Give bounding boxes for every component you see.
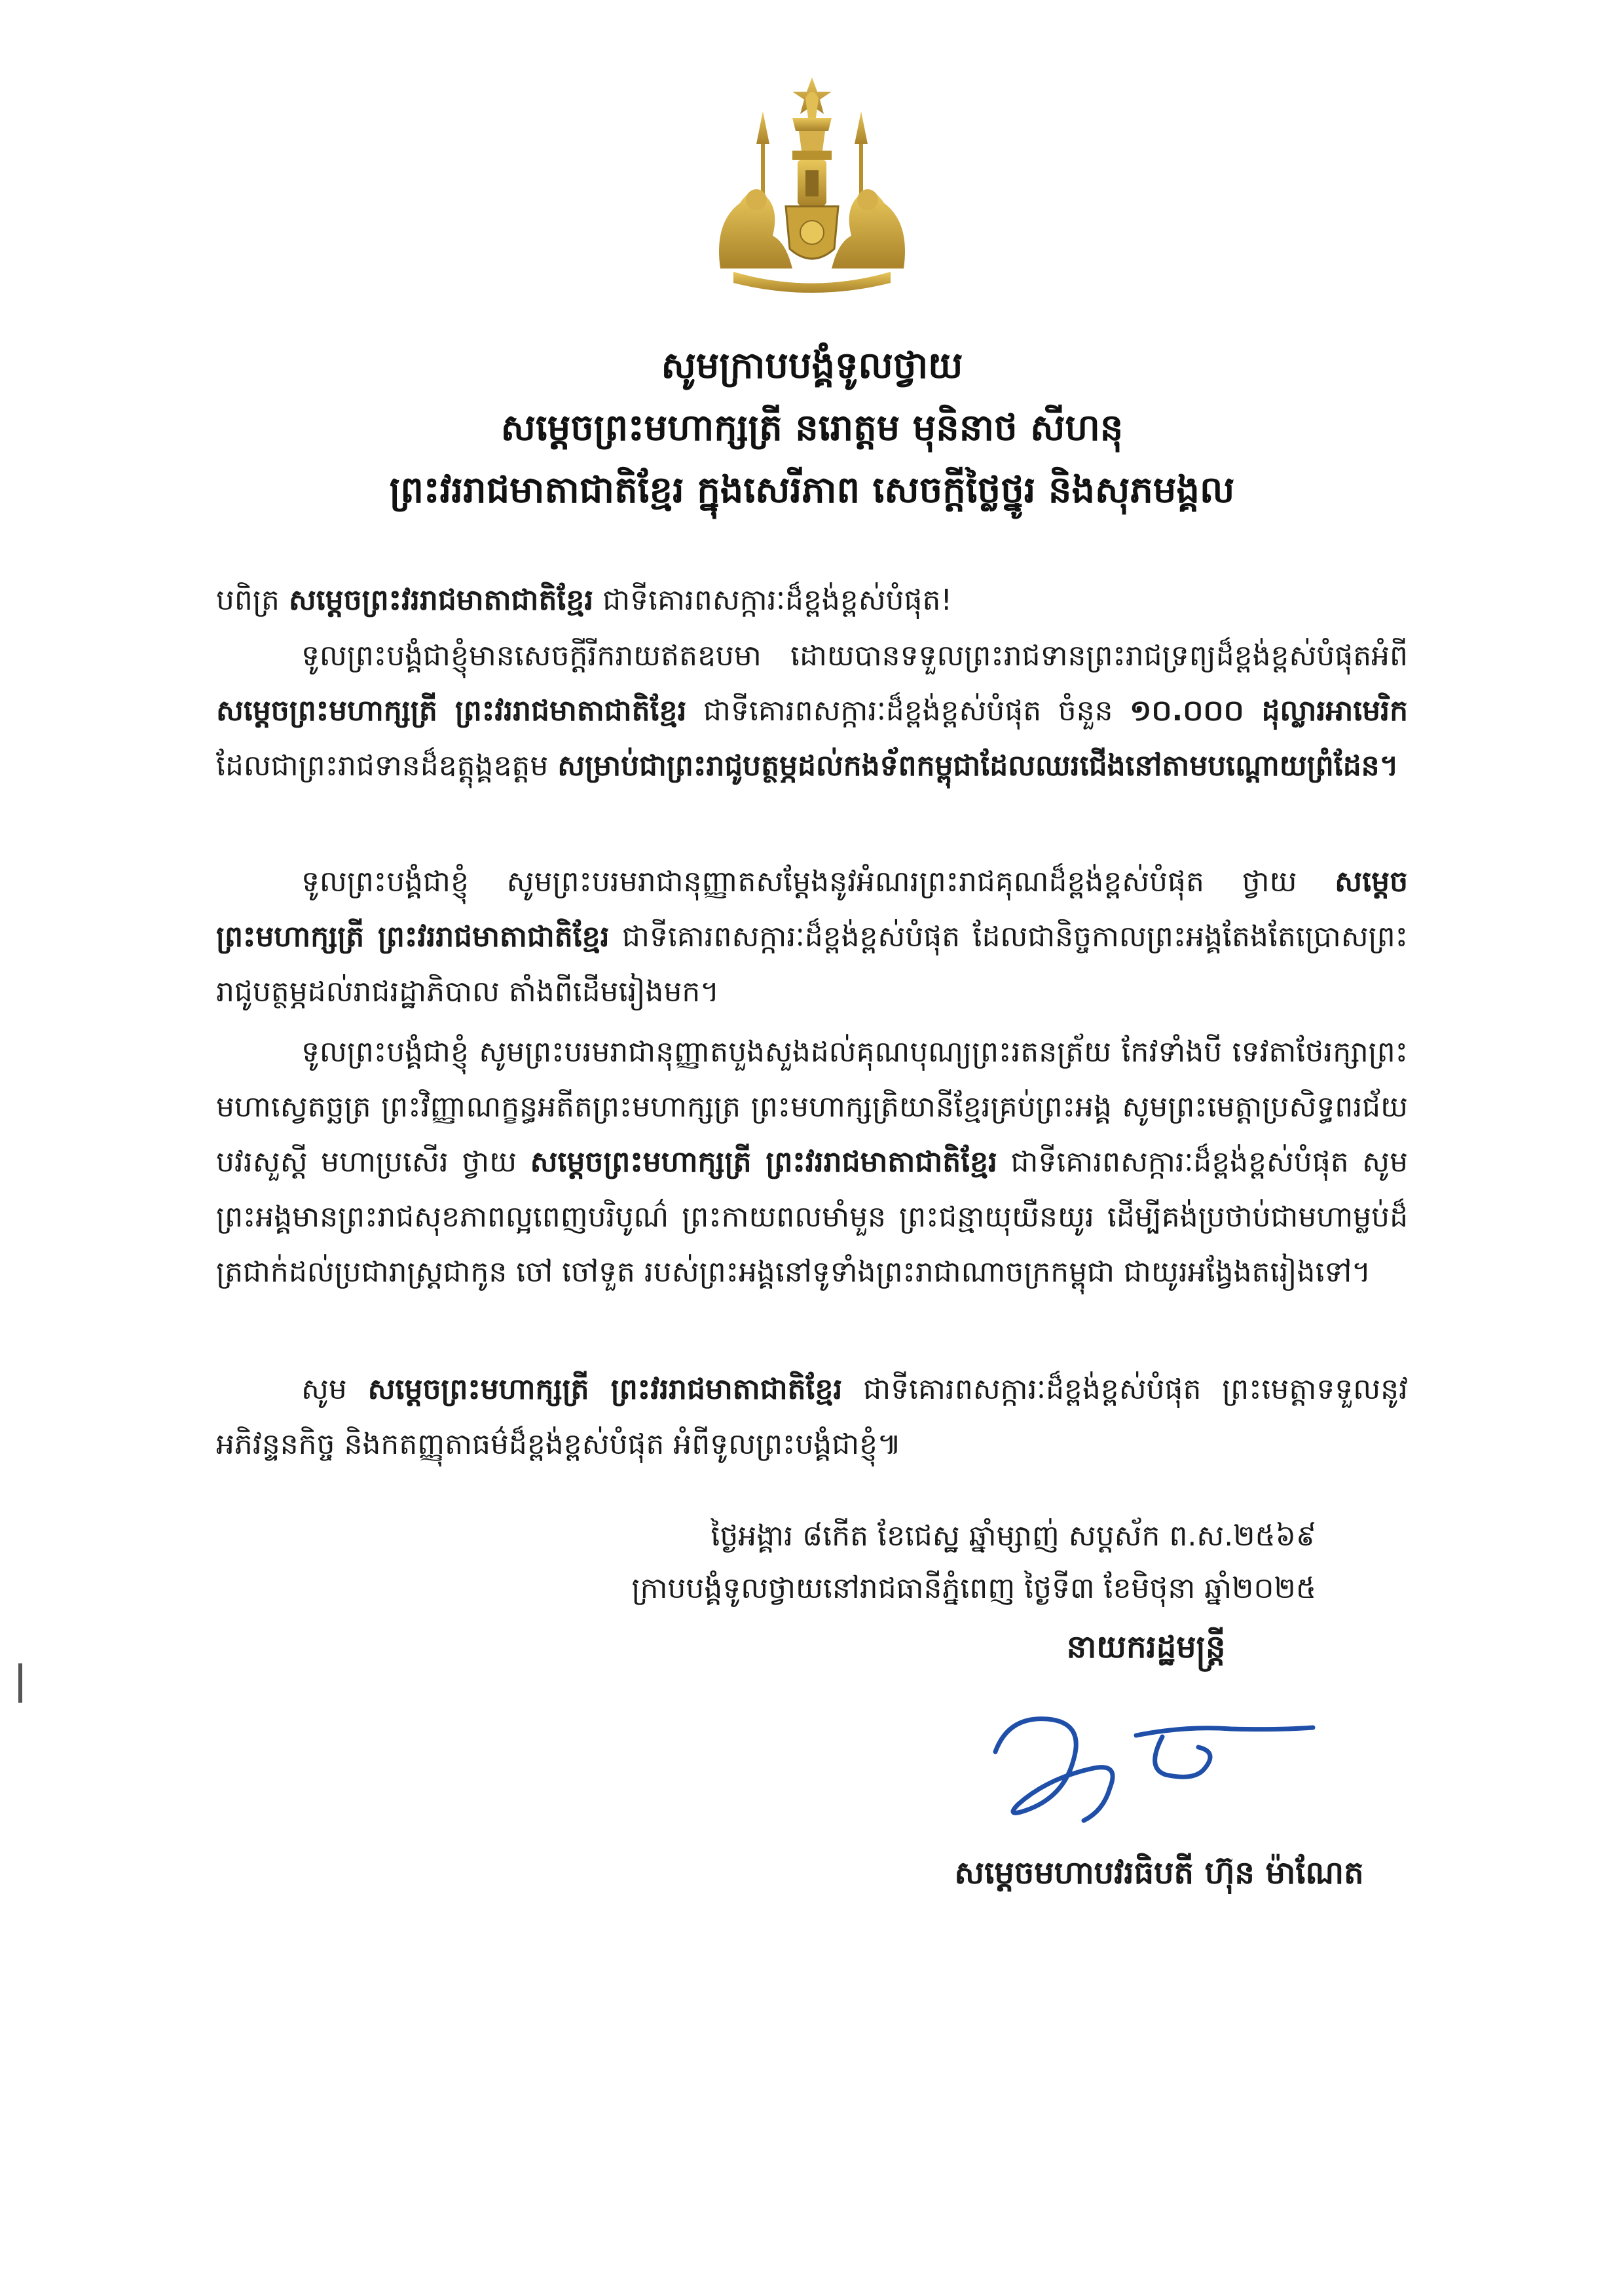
para3-bold-1: សម្តេចព្រះមហាក្សត្រី ព្រះវររាជមាតាជាតិខ្មែរ [530,1145,998,1179]
para1-text-1: ទូលព្រះបង្គំជាខ្ញុំមានសេចក្តីរីករាយឥតឧបមា ដោយបានទទួលព្រះរាជទានព្រះរាជទ្រព្យដ៏ខ្ពង់ខ្ពស់បំផុតអំពី [301,639,1408,673]
para2-text-2: ជាទីគោរពសក្ការៈដ៏ខ្ពង់ខ្ពស់បំផុត ដែលជានិច្ចកាលព្រះអង្គតែងតែប្រោសព្រះរាជូបត្ថម្ភដល់រាជរដ្ឋាភិបាល តាំងពីដើមរៀងមក។ [216,920,1408,1009]
salutation-prefix: បពិត្រ [216,583,289,617]
salutation [216,573,1408,628]
para1-text-3: ដែលជាព្រះរាជទានដ៏ឧត្តុង្គឧត្តម [216,749,558,783]
para4-text-1: សូម [301,1373,368,1406]
heading-greeting: សូមក្រាបបង្គំទូលថ្វាយ [661,344,963,387]
date-solar: ក្រាបបង្គំទូលថ្វាយនៅរាជធានីភ្នំពេញ ថ្ងៃទី៣ ខែមិថុនា ឆ្នាំ២០២៥ [631,1572,1316,1605]
heading-queen-name: សម្តេចព្រះមហាក្សត្រី នរោត្តម មុនិនាថ សីហនុ [500,407,1124,449]
para4-bold-1: សម្តេចព្រះមហាក្សត្រី ព្រះវររាជមាតាជាតិខ្មែរ [367,1373,843,1406]
scan-margin-mark-icon [16,1663,28,1703]
paragraph-1 [216,629,1408,794]
handwritten-signature-icon [969,1690,1336,1834]
salutation-suffix: ជាទីគោរពសក្ការៈដ៏ខ្ពង់ខ្ពស់បំផុត! [593,583,953,617]
para3-text-2: ជាទីគោរពសក្ការៈដ៏ខ្ពង់ខ្ពស់បំផុត សូមព្រះអង្គមានព្រះរាជសុខភាពល្អពេញបរិបូណ៌ ព្រះកាយពលមាំមួន ព្រះជន្មាយុយឺនយូរ ដើម្បីគង់ប្រថាប់ជាមហាម្លប់ដ៏ត្រជាក់ដល់ប្រជារាស្ត្រជាកូន ចៅ ចៅទួត របស់ព្រះអង្គនៅទូទាំងព្រះរាជាណាចក្រកម្ពុជា ជាយូរអង្វែងតរៀងទៅ។ [216,1145,1409,1289]
date-lunar: ថ្ងៃអង្គារ ៨កើត ខែជេស្ឋ ឆ្នាំម្សាញ់ សប្តស័ក ព.ស.២៥៦៩ [710,1519,1316,1553]
para1-bold-3: សម្រាប់ជាព្រះរាជូបត្ថម្ភដល់កងទ័ពកម្ពុជាដែលឈរជើងនៅតាមបណ្តោយព្រំដែន។ [557,749,1399,783]
para1-text-2: ជាទីគោរពសក្ការៈដ៏ខ្ពង់ខ្ពស់បំផុត ចំនួន [686,694,1130,728]
para2-text-1: ទូលព្រះបង្គំជាខ្ញុំ សូមព្រះបរមរាជានុញ្ញាតសម្តែងនូវអំណរព្រះរាជគុណដ៏ខ្ពង់ខ្ពស់បំផុត ថ្វាយ [301,865,1335,898]
para2-bold-1: សម្តេចព្រះមហាក្សត្រី ព្រះវររាជមាតាជាតិខ្មែរ [216,865,1408,954]
signer-title: នាយករដ្ឋមន្ត្រី [1066,1629,1226,1665]
para1-bold-1: សម្តេចព្រះមហាក្សត្រី ព្រះវររាជមាតាជាតិខ្មែរ [216,694,687,728]
signer-name: សម្តេចមហាបវរធិបតី ហ៊ុន ម៉ាណែត [954,1855,1364,1891]
salutation-title: សម្តេចព្រះវររាជមាតាជាតិខ្មែរ [288,583,594,617]
para4-text-2: ជាទីគោរពសក្ការៈដ៏ខ្ពង់ខ្ពស់បំផុត ព្រះមេត្តាទទួលនូវអភិវន្ទនកិច្ច និងកតញ្ញុតាធម៌ដ៏ខ្ពង់ខ្ពស់បំផុត អំពីទូលព្រះបង្គំជាខ្ញុំ៕ [216,1373,1408,1461]
para3-text-1: ទូលព្រះបង្គំជាខ្ញុំ សូមព្រះបរមរាជានុញ្ញាតបួងសួងដល់គុណបុណ្យព្រះរតនត្រ័យ កែវទាំងបី ទេវតាថែរក្សាព្រះមហាស្វេតច្ឆត្រ ព្រះវិញ្ញាណក្ខន្ធអតីតព្រះមហាក្សត្រ ព្រះមហាក្សត្រិយានីខ្មែរគ្រប់ព្រះអង្គ សូមព្រះមេត្តាប្រសិទ្ធពរជ័យ បវរសួស្តី មហាប្រសើរ ថ្វាយ [216,1035,1408,1179]
paragraph-3 [216,1025,1408,1300]
royal-coat-of-arms-icon [694,72,930,295]
paragraph-2 [216,855,1408,1020]
heading-queen-title: ព្រះវររាជមាតាជាតិខ្មែរ ក្នុងសេរីភាព សេចក្តីថ្លៃថ្នូរ និងសុភមង្គល [389,469,1235,511]
para1-amount: ១០.០០០ ដុល្លារអាមេរិក [1130,694,1408,728]
paragraph-4 [216,1362,1408,1472]
